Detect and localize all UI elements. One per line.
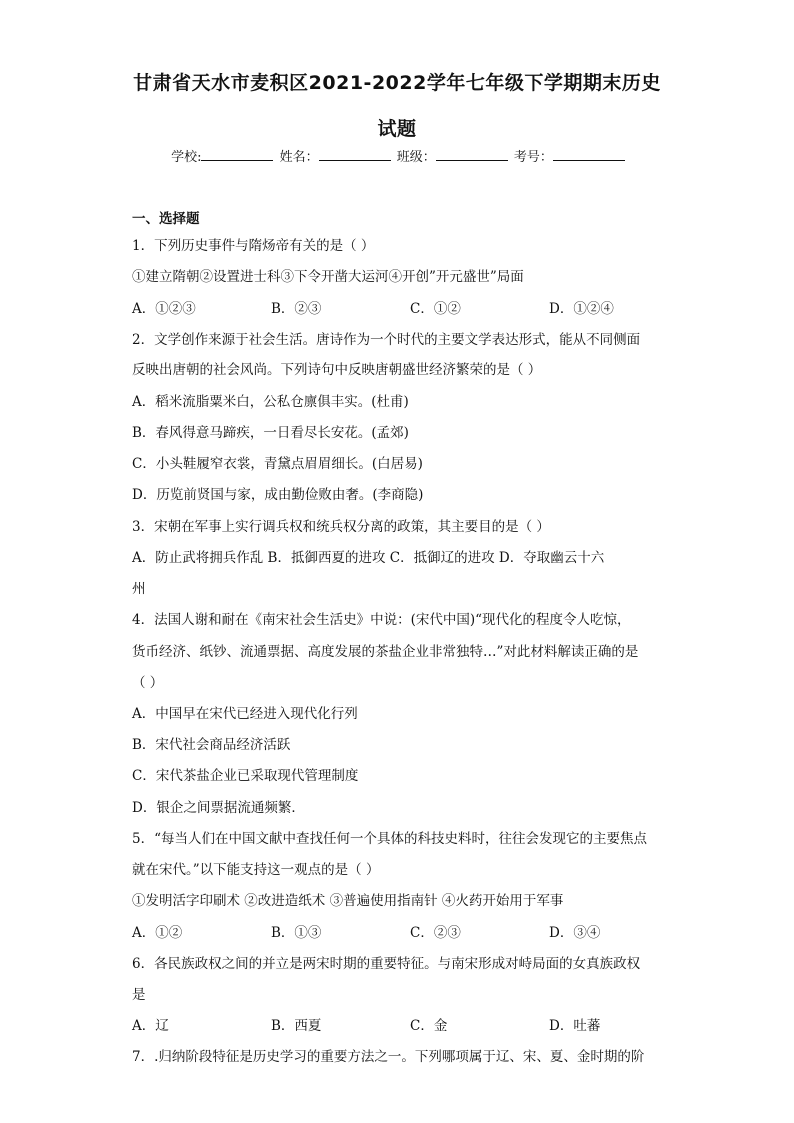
q5-option-a: A．①② — [132, 925, 183, 941]
q6-option-a: A．辽 — [132, 1018, 169, 1034]
q7-stem-line1: 7．.归纳阶段特征是历史学习的重要方法之一。下列哪项属于辽、宋、夏、金时期的阶 — [132, 1049, 645, 1065]
q3-stem: 3．宋朝在军事上实行调兵权和统兵权分离的政策，其主要目的是（ ） — [132, 519, 550, 535]
q5-option-d: D．③④ — [549, 925, 601, 941]
class-label: 班级： — [396, 150, 436, 165]
q5-option-b: B．①③ — [271, 925, 322, 941]
student-info-row — [0, 146, 794, 165]
exam-title-line1: 甘肃省天水市麦积区2021-2022学年七年级下学期期末历史 — [133, 72, 661, 94]
q3-options: A．防止武将拥兵作乱 B．抵御西夏的进攻 C．抵御辽的进攻 D．夺取幽云十六 — [132, 550, 605, 566]
q5-items: ①发明活字印刷术 ②改进造纸术 ③普遍使用指南针 ④火药开始用于军事 — [132, 893, 564, 909]
name-label: 姓名： — [279, 150, 319, 165]
school-label: 学校: — [171, 150, 202, 165]
name-blank — [319, 148, 391, 161]
q1-option-d: D．①②④ — [549, 301, 614, 317]
exam-number-label: 考号： — [513, 150, 553, 165]
q6-option-c: C．金 — [410, 1018, 448, 1034]
q1-items: ①建立隋朝②设置进士科③下令开凿大运河④开创”开元盛世”局面 — [132, 269, 524, 285]
q6-stem-line2: 是 — [132, 987, 146, 1003]
q2-option-b: B．春风得意马蹄疾，一日看尽长安花。(孟郊) — [132, 425, 409, 441]
q2-option-c: C．小头鞋履窄衣裳，青黛点眉眉细长。(白居易) — [132, 456, 423, 472]
q4-stem-line3: （ ） — [132, 675, 164, 691]
q3-options-continued: 州 — [132, 581, 146, 597]
q2-option-a: A．稻米流脂粟米白，公私仓廪俱丰实。(杜甫) — [132, 394, 409, 410]
q2-stem-line2: 反映出唐朝的社会风尚。下列诗句中反映唐朝盛世经济繁荣的是（ ） — [132, 362, 542, 378]
q1-stem: 1．下列历史事件与隋炀帝有关的是（ ） — [132, 238, 375, 254]
q4-option-d: D．银企之间票据流通频繁． — [132, 800, 305, 816]
q4-stem-line2: 货币经济、纸钞、流通票据、高度发展的茶盐企业非常独特…”对此材料解读正确的是 — [132, 644, 639, 660]
q6-stem-line1: 6．各民族政权之间的并立是两宋时期的重要特征。与南宋形成对峙局面的女真族政权 — [132, 956, 641, 972]
q4-stem-line1: 4．法国人谢和耐在《南宋社会生活史》中说：(宋代中国)“现代化的程度令人吃惊， — [132, 612, 631, 628]
q5-stem-line2: 就在宋代。”以下能支持这一观点的是（ ） — [132, 862, 380, 878]
q1-option-b: B．②③ — [271, 301, 322, 317]
q1-option-a: A．①②③ — [132, 301, 196, 317]
exam-title-line2: 试题 — [377, 118, 417, 140]
q1-option-c: C．①② — [410, 301, 461, 317]
q5-stem-line1: 5．“每当人们在中国文献中查找任何一个具体的科技史料时，往往会发现它的主要焦点 — [132, 831, 647, 847]
q4-option-a: A．中国早在宋代已经进入现代化行列 — [132, 706, 358, 722]
class-blank — [436, 148, 508, 161]
section-heading: 一、选择题 — [132, 211, 200, 227]
q6-option-d: D．吐蕃 — [549, 1018, 601, 1034]
q4-option-c: C．宋代茶盐企业已采取现代管理制度 — [132, 768, 359, 784]
q4-option-b: B．宋代社会商品经济活跃 — [132, 737, 291, 753]
exam-number-blank — [553, 148, 625, 161]
q2-option-d: D．历览前贤国与家，成由勤俭败由奢。(李商隐) — [132, 487, 424, 503]
q2-stem-line1: 2．文学创作来源于社会生活。唐诗作为一个时代的主要文学表达形式，能从不同侧面 — [132, 332, 641, 348]
school-blank — [201, 148, 273, 161]
q6-option-b: B．西夏 — [271, 1018, 322, 1034]
q5-option-c: C．②③ — [410, 925, 461, 941]
